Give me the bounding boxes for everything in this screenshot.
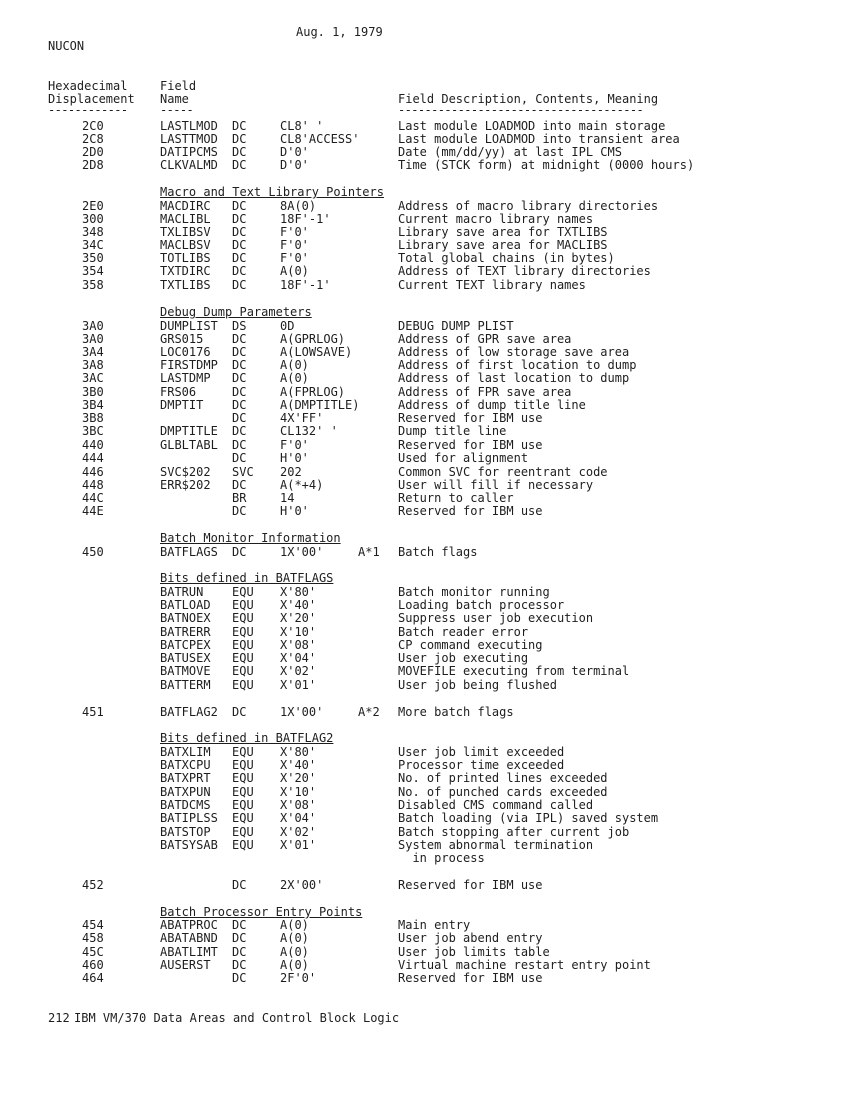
row-desc: Reserved for IBM use <box>398 971 543 985</box>
row-disp: 3A4 <box>82 345 104 359</box>
row-op: DC <box>232 918 247 932</box>
row-name: BATIPLSS <box>160 811 218 825</box>
row-name: DATIPCMS <box>160 145 218 159</box>
row-name: BATXLIM <box>160 745 211 759</box>
row-op: DC <box>232 332 247 346</box>
row-op: DC <box>232 931 247 945</box>
row-desc: Used for alignment <box>398 451 529 465</box>
row-op: SVC <box>232 465 254 479</box>
row-op: DC <box>232 958 247 972</box>
section-debug-dump: Debug Dump Parameters <box>160 305 312 319</box>
row-val: X'02' <box>280 664 317 678</box>
row-name: TXTLIBS <box>160 278 211 292</box>
row-val: X'10' <box>280 785 317 799</box>
row-val: 1X'00' <box>280 705 324 719</box>
row-desc: Loading batch processor <box>398 598 565 612</box>
row-val: A(0) <box>280 358 309 372</box>
row-disp: 460 <box>82 958 104 972</box>
row-disp: 3BC <box>82 424 104 438</box>
row-name: SVC$202 <box>160 465 211 479</box>
row-name: BATCPEX <box>160 638 211 652</box>
row-disp: 358 <box>82 278 104 292</box>
row-val: CL132' ' <box>280 424 338 438</box>
row-op: DC <box>232 504 247 518</box>
row-op: DC <box>232 398 247 412</box>
row-val: CL8' ' <box>280 119 324 133</box>
row-name: MACLBSV <box>160 238 211 252</box>
row-name: ERR$202 <box>160 478 211 492</box>
row-op: DC <box>232 478 247 492</box>
row-desc: Reserved for IBM use <box>398 878 543 892</box>
row-op: EQU <box>232 678 254 692</box>
row-desc: Return to caller <box>398 491 514 505</box>
row-desc: User job being flushed <box>398 678 557 692</box>
col-header-displacement-1: Hexadecimal <box>48 79 128 93</box>
row-desc: Address of TEXT library directories <box>398 264 651 278</box>
row-val: A(0) <box>280 958 309 972</box>
row-val: A(*+4) <box>280 478 324 492</box>
row-disp: 2E0 <box>82 199 104 213</box>
row-name: BATXPRT <box>160 771 211 785</box>
row-disp: 300 <box>82 212 104 226</box>
row-disp: 3AC <box>82 371 104 385</box>
footer-page-number: 212 <box>48 1011 70 1025</box>
col-header-description: Field Description, Contents, Meaning <box>398 92 659 106</box>
row-desc: Date (mm/dd/yy) at last IPL CMS <box>398 145 622 159</box>
row-op: DC <box>232 238 247 252</box>
row-desc: Library save area for TXTLIBS <box>398 225 608 239</box>
row-extra: A*2 <box>358 705 380 719</box>
row-op: EQU <box>232 758 254 772</box>
row-name: LASTDMP <box>160 371 211 385</box>
row-op: DS <box>232 319 247 333</box>
row-val: X'80' <box>280 745 317 759</box>
row-op: DC <box>232 345 247 359</box>
col-rule-displacement: ------------ <box>48 103 128 117</box>
row-val: 18F'-1' <box>280 278 331 292</box>
row-disp: 44C <box>82 491 104 505</box>
row-name: BATRUN <box>160 585 204 599</box>
row-disp: 454 <box>82 918 104 932</box>
row-op: EQU <box>232 745 254 759</box>
row-name: MACDIRC <box>160 199 211 213</box>
col-header-field-1: Field <box>160 79 197 93</box>
row-val: 18F'-1' <box>280 212 331 226</box>
row-val: F'0' <box>280 238 309 252</box>
row-name: CLKVALMD <box>160 158 218 172</box>
row-op: EQU <box>232 664 254 678</box>
row-name: TXTDIRC <box>160 264 211 278</box>
row-val: F'0' <box>280 251 309 265</box>
row-op: DC <box>232 424 247 438</box>
row-val: 1X'00' <box>280 545 324 559</box>
row-val: CL8'ACCESS' <box>280 132 360 146</box>
row-op: DC <box>232 119 247 133</box>
row-op: DC <box>232 451 247 465</box>
row-name: BATFLAGS <box>160 545 218 559</box>
row-name: GRS015 <box>160 332 204 346</box>
row-name: FRS06 <box>160 385 197 399</box>
row-val: 8A(0) <box>280 199 317 213</box>
row-name: AUSERST <box>160 958 211 972</box>
col-header-displacement-2: Displacement <box>48 92 135 106</box>
row-desc: CP command executing <box>398 638 543 652</box>
row-name: DMPTITLE <box>160 424 218 438</box>
row-desc: Batch loading (via IPL) saved system <box>398 811 659 825</box>
row-name: MACLIBL <box>160 212 211 226</box>
row-disp: 3A8 <box>82 358 104 372</box>
row-desc: Time (STCK form) at midnight (0000 hours) <box>398 158 695 172</box>
row-val: 14 <box>280 491 295 505</box>
row-val: F'0' <box>280 438 309 452</box>
row-name: FIRSTDMP <box>160 358 218 372</box>
row-name: LASTTMOD <box>160 132 218 146</box>
section-entry-points: Batch Processor Entry Points <box>160 905 363 919</box>
row-name: BATLOAD <box>160 598 211 612</box>
row-val: A(0) <box>280 264 309 278</box>
row-desc: User job executing <box>398 651 529 665</box>
row-name: BATTERM <box>160 678 211 692</box>
row-op: DC <box>232 385 247 399</box>
row-disp: 3A0 <box>82 319 104 333</box>
row-disp: 448 <box>82 478 104 492</box>
row-desc: Reserved for IBM use <box>398 411 543 425</box>
row-val: X'04' <box>280 811 317 825</box>
row-desc: Address of first location to dump <box>398 358 637 372</box>
row-val: X'80' <box>280 585 317 599</box>
row-desc: Reserved for IBM use <box>398 438 543 452</box>
row-val: X'08' <box>280 798 317 812</box>
row-op: DC <box>232 438 247 452</box>
row-name: BATXCPU <box>160 758 211 772</box>
row-val: A(0) <box>280 371 309 385</box>
row-desc: Batch stopping after current job <box>398 825 630 839</box>
row-disp: 44E <box>82 504 104 518</box>
row-desc: MOVEFILE executing from terminal <box>398 664 630 678</box>
row-op: EQU <box>232 585 254 599</box>
section-batch-monitor: Batch Monitor Information <box>160 531 341 545</box>
row-val: 4X'FF' <box>280 411 324 425</box>
row-op: EQU <box>232 838 254 852</box>
row-op: DC <box>232 411 247 425</box>
row-desc: Last module LOADMOD into main storage <box>398 119 666 133</box>
row-op: DC <box>232 264 247 278</box>
row-desc: Address of dump title line <box>398 398 586 412</box>
row-desc: Disabled CMS command called <box>398 798 594 812</box>
row-op: DC <box>232 199 247 213</box>
row-val: X'20' <box>280 771 317 785</box>
row-op: EQU <box>232 651 254 665</box>
row-op: DC <box>232 945 247 959</box>
row-desc: Processor time exceeded <box>398 758 565 772</box>
row-name: BATDCMS <box>160 798 211 812</box>
row-desc: Batch monitor running <box>398 585 550 599</box>
row-op: EQU <box>232 611 254 625</box>
row-val: A(0) <box>280 945 309 959</box>
row-name: LASTLMOD <box>160 119 218 133</box>
row-val: A(GPRLOG) <box>280 332 346 346</box>
section-bits-batflags: Bits defined in BATFLAGS <box>160 571 334 585</box>
row-name: LOC0176 <box>160 345 211 359</box>
row-op: DC <box>232 132 247 146</box>
row-val: D'0' <box>280 158 309 172</box>
row-desc: Batch flags <box>398 545 478 559</box>
row-desc: System abnormal termination <box>398 838 594 852</box>
section-bits-batflag2: Bits defined in BATFLAG2 <box>160 731 334 745</box>
row-desc: Main entry <box>398 918 471 932</box>
row-op: DC <box>232 251 247 265</box>
row-desc: User job limit exceeded <box>398 745 565 759</box>
row-op: BR <box>232 491 247 505</box>
row-op: DC <box>232 371 247 385</box>
row-val: 202 <box>280 465 302 479</box>
row-val: 2F'0' <box>280 971 317 985</box>
row-name: TOTLIBS <box>160 251 211 265</box>
row-desc: No. of punched cards exceeded <box>398 785 608 799</box>
row-disp: 3B4 <box>82 398 104 412</box>
row-val: X'02' <box>280 825 317 839</box>
row-val: 0D <box>280 319 295 333</box>
row-disp: 45C <box>82 945 104 959</box>
row-op: DC <box>232 705 247 719</box>
row-desc: Dump title line <box>398 424 507 438</box>
row-desc: No. of printed lines exceeded <box>398 771 608 785</box>
row-desc: Library save area for MACLIBS <box>398 238 608 252</box>
row-val: X'01' <box>280 838 317 852</box>
row-op: EQU <box>232 625 254 639</box>
row-name: BATMOVE <box>160 664 211 678</box>
row-desc: DEBUG DUMP PLIST <box>398 319 514 333</box>
page-date: Aug. 1, 1979 <box>296 25 383 39</box>
row-disp: 464 <box>82 971 104 985</box>
row-name: DMPTIT <box>160 398 204 412</box>
row-op: DC <box>232 278 247 292</box>
row-val: A(DMPTITLE) <box>280 398 360 412</box>
row-op: DC <box>232 158 247 172</box>
row-val: A(FPRLOG) <box>280 385 346 399</box>
row-desc: Batch reader error <box>398 625 529 639</box>
row-desc: Last module LOADMOD into transient area <box>398 132 680 146</box>
row-disp: 3B8 <box>82 411 104 425</box>
row-disp: 458 <box>82 931 104 945</box>
row-name: BATUSEX <box>160 651 211 665</box>
row-disp: 2C0 <box>82 119 104 133</box>
row-op: DC <box>232 145 247 159</box>
row-op: EQU <box>232 785 254 799</box>
row-val: X'04' <box>280 651 317 665</box>
row-val: X'40' <box>280 598 317 612</box>
row-op: DC <box>232 225 247 239</box>
row-val: X'08' <box>280 638 317 652</box>
row-disp: 348 <box>82 225 104 239</box>
row-val: H'0' <box>280 451 309 465</box>
row-op: EQU <box>232 598 254 612</box>
row-desc: Virtual machine restart entry point <box>398 958 651 972</box>
row-disp: 350 <box>82 251 104 265</box>
footer-title: IBM VM/370 Data Areas and Control Block Logic <box>74 1011 400 1025</box>
row-op: DC <box>232 545 247 559</box>
row-desc: More batch flags <box>398 705 514 719</box>
row-disp: 3A0 <box>82 332 104 346</box>
row-name: GLBLTABL <box>160 438 218 452</box>
row-disp: 2C8 <box>82 132 104 146</box>
row-desc: Total global chains (in bytes) <box>398 251 615 265</box>
row-op: DC <box>232 971 247 985</box>
row-desc: Current macro library names <box>398 212 594 226</box>
row-name: TXLIBSV <box>160 225 211 239</box>
row-disp: 451 <box>82 705 104 719</box>
row-name: BATRERR <box>160 625 211 639</box>
row-name: ABATLIMT <box>160 945 218 959</box>
row-name: BATFLAG2 <box>160 705 218 719</box>
row-disp: 450 <box>82 545 104 559</box>
row-disp: 452 <box>82 878 104 892</box>
row-val: A(0) <box>280 918 309 932</box>
row-desc: Reserved for IBM use <box>398 504 543 518</box>
row-op: EQU <box>232 638 254 652</box>
row-op: EQU <box>232 811 254 825</box>
row-name: ABATABND <box>160 931 218 945</box>
row-disp: 444 <box>82 451 104 465</box>
row-val: X'10' <box>280 625 317 639</box>
row-op: DC <box>232 212 247 226</box>
row-desc: User job abend entry <box>398 931 543 945</box>
row-disp: 440 <box>82 438 104 452</box>
row-name: DUMPLIST <box>160 319 218 333</box>
row-disp: 2D0 <box>82 145 104 159</box>
row-desc: Address of GPR save area <box>398 332 572 346</box>
row-desc: Address of low storage save area <box>398 345 630 359</box>
row-disp: 34C <box>82 238 104 252</box>
row-name: BATXPUN <box>160 785 211 799</box>
row-name: BATSTOP <box>160 825 211 839</box>
row-op: EQU <box>232 798 254 812</box>
row-name: BATNOEX <box>160 611 211 625</box>
row-val: H'0' <box>280 504 309 518</box>
row-val: X'20' <box>280 611 317 625</box>
row-disp: 2D8 <box>82 158 104 172</box>
row-name: ABATPROC <box>160 918 218 932</box>
row-desc: Current TEXT library names <box>398 278 586 292</box>
row-val: X'01' <box>280 678 317 692</box>
row-desc: Address of FPR save area <box>398 385 572 399</box>
col-rule-field: ----- <box>160 103 194 117</box>
row-op: DC <box>232 358 247 372</box>
row-val: X'40' <box>280 758 317 772</box>
row-desc: Address of macro library directories <box>398 199 659 213</box>
row-val: F'0' <box>280 225 309 239</box>
row-val: 2X'00' <box>280 878 324 892</box>
row-op: EQU <box>232 771 254 785</box>
row-extra: A*1 <box>358 545 380 559</box>
col-header-field-2: Name <box>160 92 189 106</box>
row-desc: Suppress user job execution <box>398 611 594 625</box>
row-op: EQU <box>232 825 254 839</box>
row-desc: User job limits table <box>398 945 550 959</box>
row-name: BATSYSAB <box>160 838 218 852</box>
row-desc: Common SVC for reentrant code <box>398 465 608 479</box>
row-disp: 354 <box>82 264 104 278</box>
row-desc: in process <box>398 851 485 865</box>
row-desc: User will fill if necessary <box>398 478 594 492</box>
row-desc: Address of last location to dump <box>398 371 630 385</box>
row-op: DC <box>232 878 247 892</box>
section-macro-text-library: Macro and Text Library Pointers <box>160 185 384 199</box>
row-val: A(LOWSAVE) <box>280 345 353 359</box>
row-val: A(0) <box>280 931 309 945</box>
col-rule-description: ------------------------------------- <box>398 103 644 117</box>
row-val: D'0' <box>280 145 309 159</box>
row-disp: 446 <box>82 465 104 479</box>
module-name: NUCON <box>48 39 85 53</box>
row-disp: 3B0 <box>82 385 104 399</box>
